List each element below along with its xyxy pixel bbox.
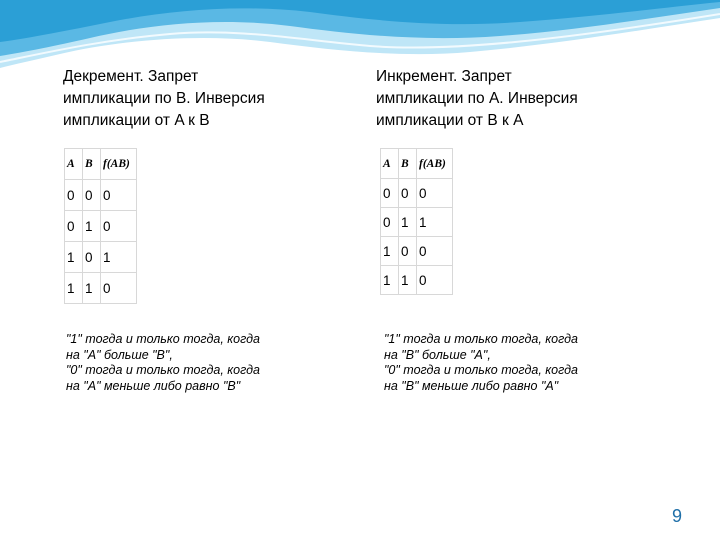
page-number: 9 [672,506,683,526]
left-truth-table [64,148,137,304]
header-cell-f: f(AB) [417,149,453,179]
left-heading-line: импликации по B. Инверсия [63,90,265,107]
table-cell: 0 [417,179,453,208]
table-cell: 1 [417,208,453,237]
table-cell: 1 [65,273,83,304]
table-cell: 0 [399,179,417,208]
table-row [65,180,137,211]
table-cell: 1 [83,211,101,242]
table-cell: 0 [417,266,453,295]
header-cell-b: B [83,149,101,180]
right-heading-line: импликации по A. Инверсия [376,90,578,107]
table-cell: 1 [101,242,137,273]
table-cell: 0 [417,237,453,266]
table-cell: 0 [83,180,101,211]
table-row [65,242,137,273]
table-header-row [381,149,453,179]
table-cell: 1 [399,208,417,237]
header-cell-f: f(AB) [101,149,137,180]
right-heading-line: Инкремент. Запрет [376,68,512,85]
left-description [66,332,260,394]
table-row [381,179,453,208]
table-cell: 1 [381,266,399,295]
right-description-line: "0" тогда и только тогда, когда [384,363,579,377]
right-heading [376,66,578,132]
header-cell-a: A [65,149,83,180]
table-cell: 0 [399,237,417,266]
header-cell-a: A [381,149,399,179]
table-cell: 0 [381,208,399,237]
table-cell: 0 [101,211,137,242]
left-heading [63,66,265,132]
table-row [381,208,453,237]
left-description-line: на "A" больше "B", [66,347,173,362]
table-cell: 0 [65,211,83,242]
left-description-line: "1" тогда и только тогда, когда [66,332,261,346]
table-row [381,266,453,295]
left-heading-line: Декремент. Запрет [63,68,199,85]
table-cell: 0 [381,179,399,208]
table-cell: 0 [65,180,83,211]
table-header-row [65,149,137,180]
table-cell: 0 [101,180,137,211]
table-cell: 0 [83,242,101,273]
right-description [384,332,578,394]
table-cell: 1 [83,273,101,304]
table-row [65,211,137,242]
table-cell: 1 [381,237,399,266]
table-cell: 0 [101,273,137,304]
right-truth-table [380,148,453,295]
left-heading-line: импликации от A к B [63,112,210,129]
table-cell: 1 [399,266,417,295]
left-description-line: на "A" меньше либо равно "B" [66,378,241,393]
header-cell-b: B [399,149,417,179]
table-cell: 1 [65,242,83,273]
right-heading-line: импликации от B к A [376,112,524,129]
right-description-line: на "B" больше "A", [384,347,491,362]
table-row [65,273,137,304]
left-description-line: "0" тогда и только тогда, когда [66,363,261,377]
right-description-line: на "B" меньше либо равно "A" [384,378,559,393]
right-description-line: "1" тогда и только тогда, когда [384,332,579,346]
table-row [381,237,453,266]
